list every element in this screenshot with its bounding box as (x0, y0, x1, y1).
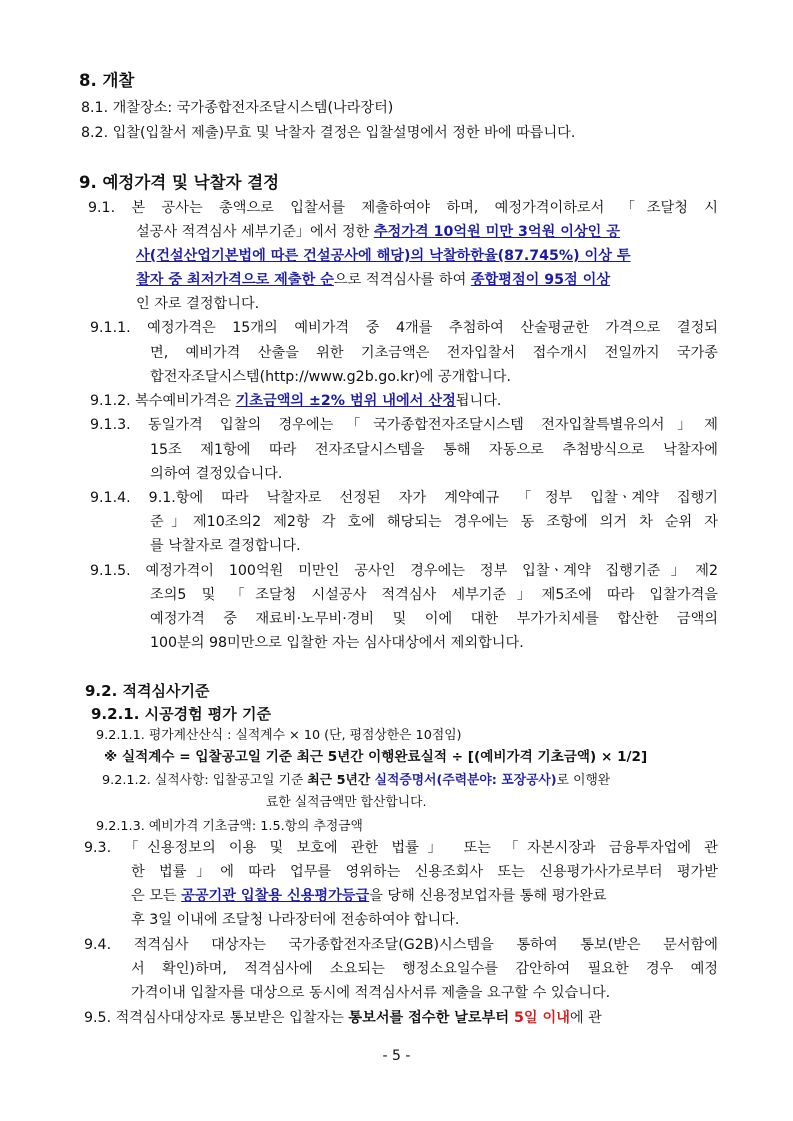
item-9-2-1-1: 9.2.1.1. 평가계산산식 : 실적계수 × 10 (단, 평점상한은 10점임) (96, 728, 462, 743)
para-9-1-line5: 인 자로 결정합니다. (136, 296, 260, 312)
section-9-2-1-title: 9.2.1. 시공경험 평가 기준 (91, 705, 271, 723)
para-9-1-line1: 9.1. 본 공사는 총액으로 입찰서를 제출하여야 하며, 예정가격이하로서 「조달청 시 (88, 200, 718, 216)
item-9-2-1-2-cont: 료한 실적금액만 합산합니다. (266, 795, 427, 810)
formula-note: ※ 실적계수 = 입찰공고일 기준 최근 5년간 이행완료실적 ÷ [(예비가격 기초금액) × 1/2] (104, 749, 648, 765)
highlight-price-range: 추정가격 10억원 미만 3억원 이상인 공 (373, 224, 620, 240)
section-8-title: 8. 개찰 (79, 71, 135, 90)
highlight-credit-rating: 공공기관 입찰용 신용평가등급 (181, 888, 370, 904)
section-9-title: 9. 예정가격 및 낙찰자 결정 (79, 173, 280, 192)
para-9-1-2: 9.1.2. 복수예비가격은 기초금액의 ±2% 범위 내에서 산정됩니다. (90, 393, 502, 409)
para-9-1-line3: 사(건설산업기본법에 따른 건설공사에 해당)의 낙찰하한율(87.745%) 이상 투 (136, 248, 631, 264)
highlight-score: 종합평점이 95점 이상 (470, 272, 611, 288)
item-9-2-1-2: 9.2.1.2. 실적사항: 입찰공고일 기준 최근 5년간 실적증명서(주력분야: 포장공사)로 이행완 (102, 773, 611, 788)
item-9-2-1-3: 9.2.1.3. 예비가격 기초금액: 1.5.항의 추정금액 (96, 819, 363, 834)
item-8-2: 8.2. 입찰(입찰서 제출)무효 및 낙찰자 결정은 입찰설명에서 정한 바에 따릅니다. (81, 125, 576, 141)
para-9-1-line2: 설공사 적격심사 세부기준」에서 정한 추정가격 10억원 미만 3억원 이상인 공 (136, 224, 620, 240)
section-9-2-title: 9.2. 적격심사기준 (85, 682, 210, 700)
para-9-5: 9.5. 적격심사대상자로 통보받은 입찰자는 통보서를 접수한 날로부터 5일 이내에 관 (84, 1010, 602, 1026)
item-8-1: 8.1. 개찰장소: 국가종합전자조달시스템(나라장터) (81, 100, 394, 116)
para-9-1-line4: 찰자 중 최저가격으로 제출한 순으로 적격심사를 하여 종합평점이 95점 이상 (136, 272, 611, 288)
page-number: - 5 - (382, 1048, 411, 1064)
